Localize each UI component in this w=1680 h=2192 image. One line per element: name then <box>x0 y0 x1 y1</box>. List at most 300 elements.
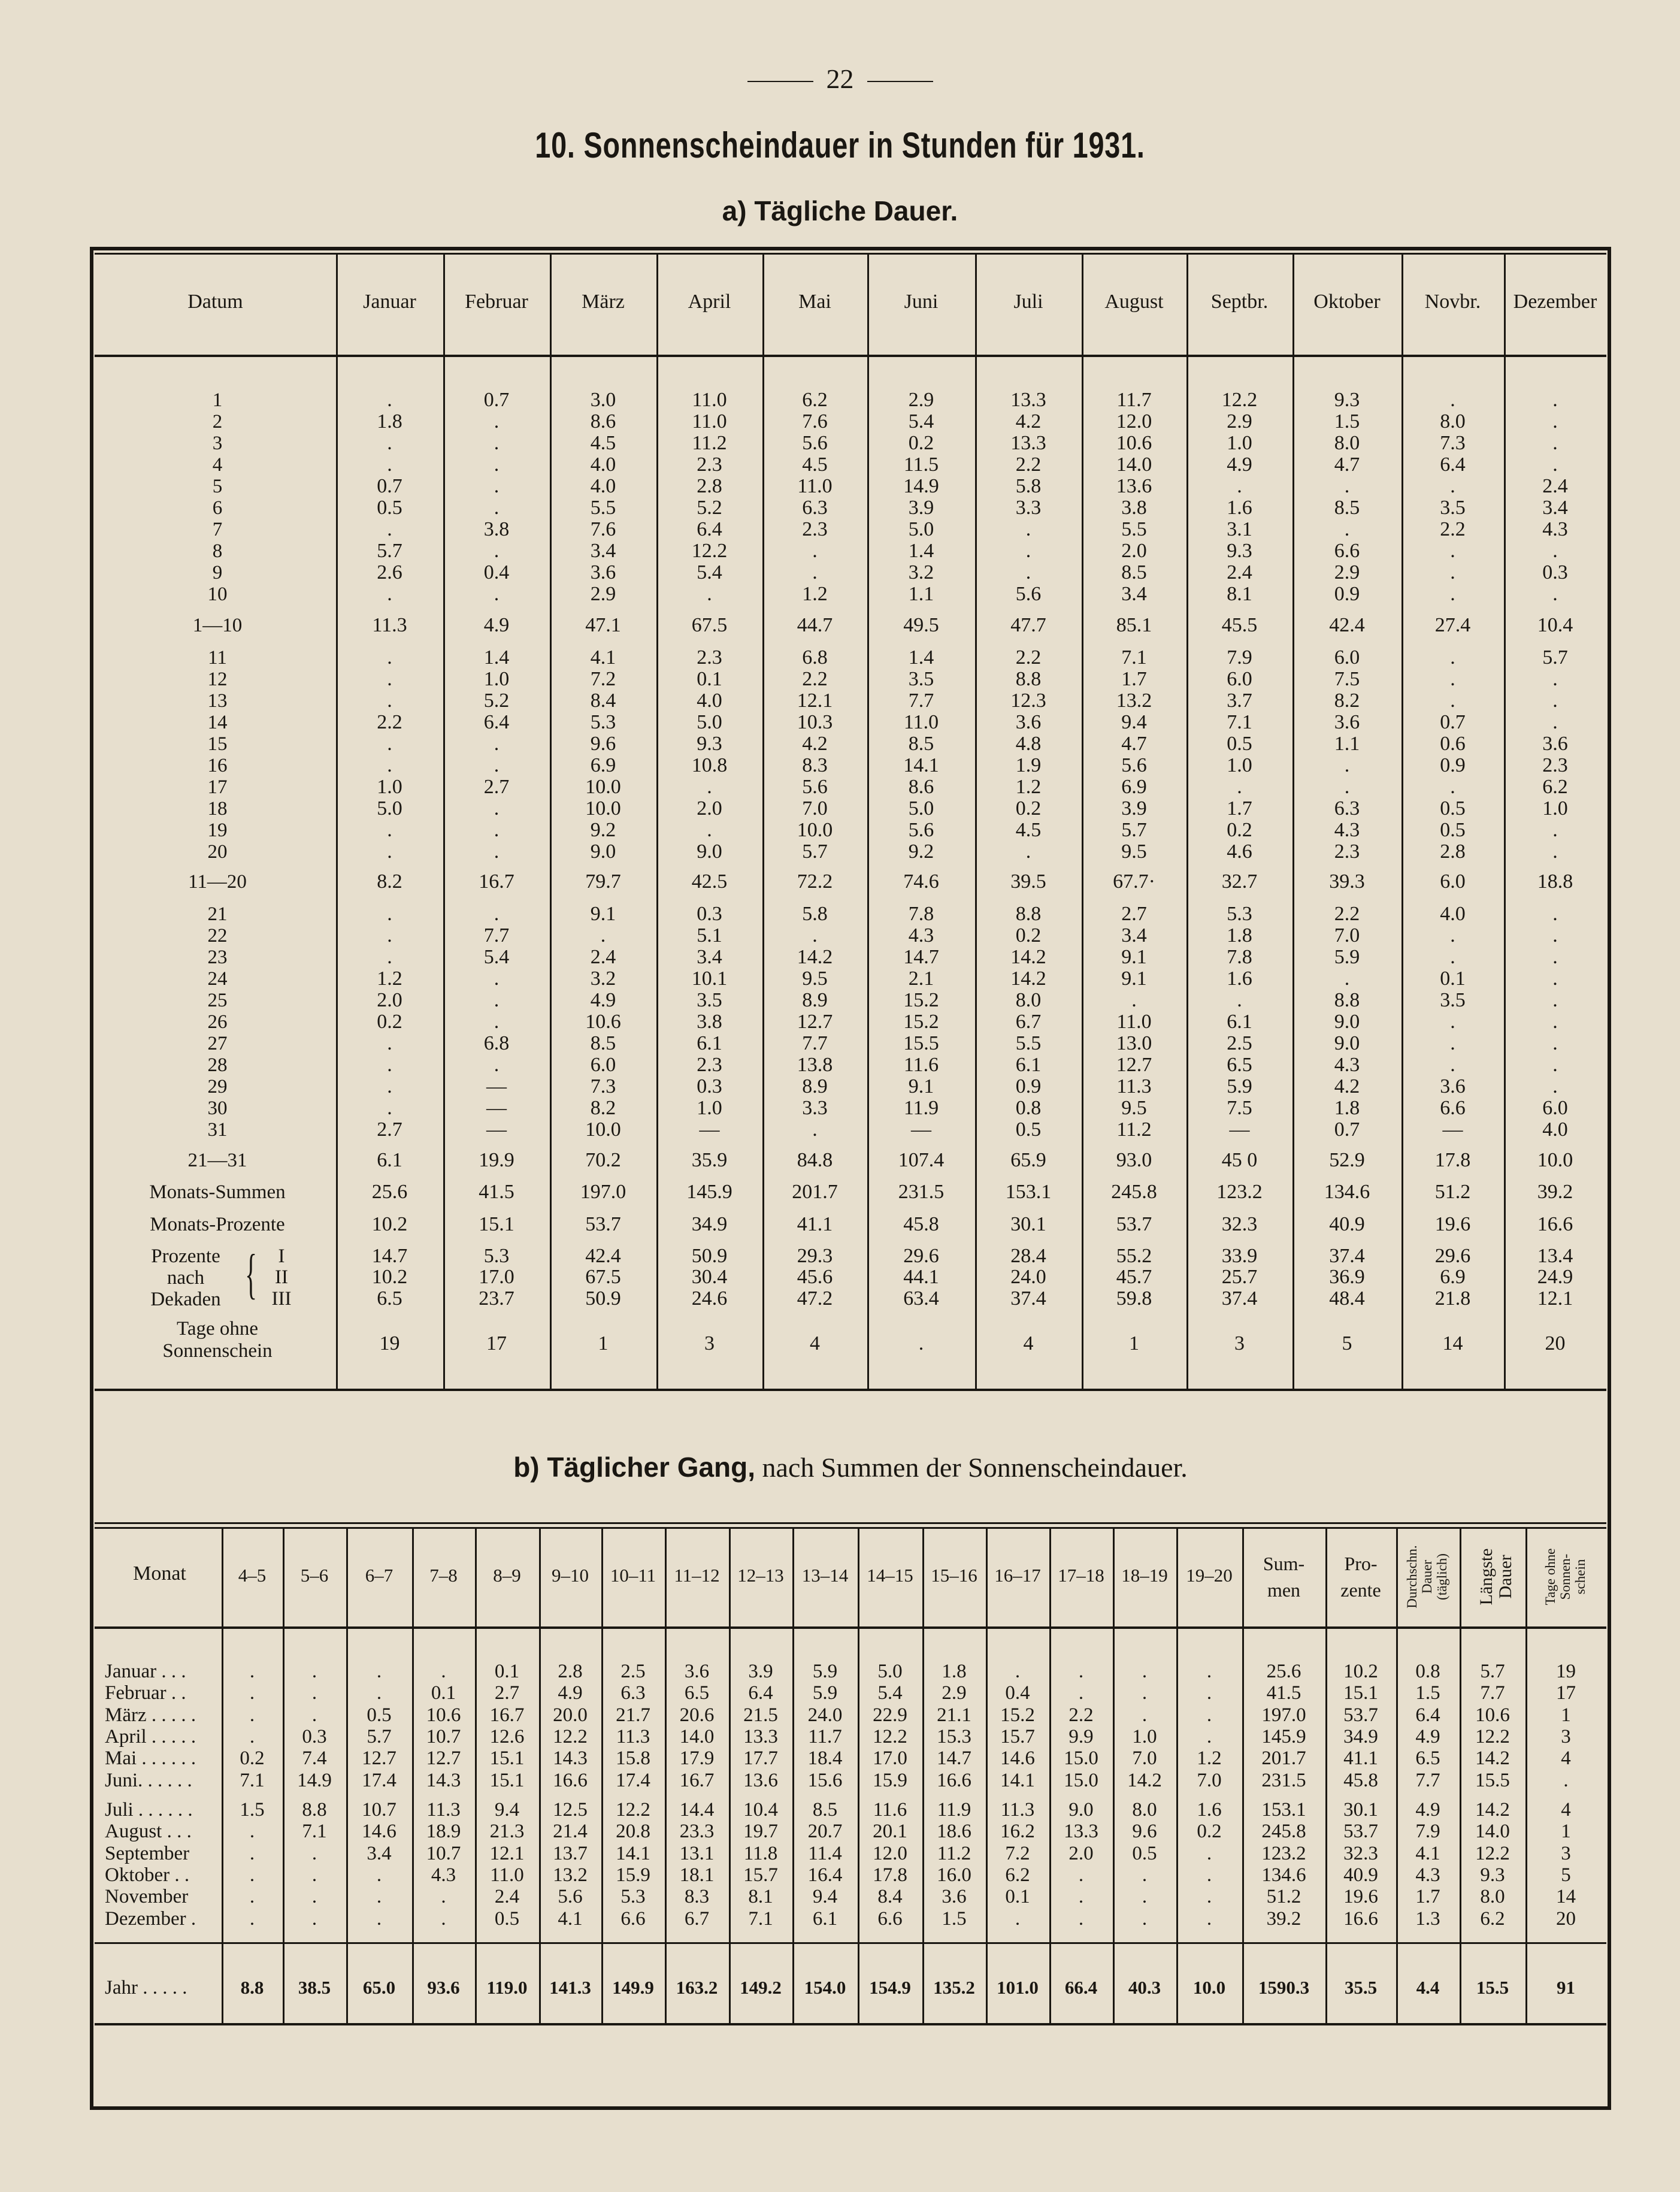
table-cell: . <box>1344 518 1350 540</box>
table-cell: 0.7 <box>483 389 510 411</box>
table-cell: 7.2 <box>1005 1842 1030 1864</box>
row-label: 2 <box>212 411 223 433</box>
column-rule <box>762 255 764 1389</box>
table-cell: 42.4 <box>585 1245 621 1267</box>
table-cell: 8.5 <box>1121 561 1147 583</box>
table-cell: 9.9 <box>1068 1725 1094 1747</box>
table-cell: 74.6 <box>903 870 939 893</box>
table-cell: 30.1 <box>1343 1799 1378 1821</box>
table-cell: 17.9 <box>679 1747 715 1770</box>
column-rule <box>867 255 869 1389</box>
table-cell: . <box>1078 1864 1084 1886</box>
table-cell: 1.5 <box>1334 410 1360 433</box>
table-cell: 14 <box>1442 1332 1463 1354</box>
table-cell: . <box>1450 583 1455 605</box>
table-cell: 2.9 <box>908 389 934 411</box>
table-cell: 6.4 <box>697 518 722 540</box>
table-cell: 7.7 <box>1480 1682 1505 1704</box>
table-cell: 2.2 <box>802 668 828 690</box>
table-cell: 0.9 <box>1440 754 1466 776</box>
table-cell: 4.1 <box>558 1907 583 1930</box>
table-cell: 5.8 <box>802 903 828 925</box>
table-cell: 14.2 <box>1127 1769 1162 1791</box>
table-cell: 0.3 <box>697 903 722 925</box>
table-cell: 2.8 <box>697 475 722 497</box>
table-cell: . <box>1206 1886 1212 1908</box>
table-cell: 20.0 <box>553 1704 588 1726</box>
table-cell: 8.9 <box>802 1075 828 1097</box>
table-cell: 8.3 <box>802 754 828 776</box>
table-cell: 0.2 <box>1227 819 1252 841</box>
table-cell: 4.9 <box>483 614 510 636</box>
table-cell: . <box>1552 690 1558 712</box>
table-cell: 15.9 <box>873 1769 907 1791</box>
table-cell: . <box>1015 1661 1021 1682</box>
table-cell: 4.3 <box>1334 819 1360 841</box>
table-cell: 2.1 <box>908 967 934 990</box>
table-cell: . <box>1552 583 1558 605</box>
table-cell: 9.2 <box>590 819 616 841</box>
table-cell: 5.6 <box>1121 754 1147 776</box>
table-cell: 2.3 <box>802 518 828 540</box>
table-cell: 12.2 <box>553 1725 588 1747</box>
table-cell: 2.0 <box>1121 540 1147 562</box>
table-cell: — <box>699 1118 720 1141</box>
row-label-month: Juli . . . . . . <box>105 1799 193 1821</box>
table-cell: 35.9 <box>691 1149 728 1171</box>
table-cell: 41.5 <box>479 1181 514 1203</box>
table-cell: 37.4 <box>1010 1287 1046 1310</box>
table-cell: . <box>1344 776 1350 798</box>
table-cell: . <box>1078 1907 1084 1930</box>
table-cell: 1.6 <box>1197 1799 1222 1821</box>
table-cell: 10.0 <box>585 776 621 798</box>
table-cell: 2.0 <box>697 797 722 820</box>
table-cell: 0.6 <box>1440 733 1466 755</box>
table-cell: . <box>387 453 392 476</box>
row-label: 14 <box>207 712 228 733</box>
table-cell: 2.5 <box>1227 1032 1252 1054</box>
table-cell: 14.2 <box>1010 946 1046 968</box>
table-cell: 9.4 <box>812 1886 838 1908</box>
table-cell: 0.2 <box>1015 924 1042 947</box>
table-cell: 52.9 <box>1329 1149 1365 1171</box>
table-cell: . <box>1142 1907 1148 1930</box>
table-cell-year: 154.0 <box>804 1977 846 1998</box>
table-cell: 0.3 <box>697 1075 722 1097</box>
row-label-year: Jahr . . . . . <box>105 1977 187 1999</box>
table-cell: 13.4 <box>1537 1245 1573 1267</box>
table-cell: . <box>376 1886 382 1908</box>
table-cell: 1.5 <box>1415 1682 1440 1704</box>
table-cell: 14.1 <box>1000 1769 1035 1791</box>
table-cell: 37.4 <box>1221 1287 1258 1310</box>
table-cell: 11.6 <box>903 1054 939 1076</box>
table-cell: . <box>494 453 500 476</box>
table-cell: 63.4 <box>903 1287 939 1310</box>
table-cell: 2.7 <box>494 1682 520 1704</box>
table-cell: 7.6 <box>590 518 616 540</box>
column-header-hour: 13–14 <box>801 1565 849 1586</box>
table-cell: 14.6 <box>362 1821 396 1843</box>
table-cell: 67.5 <box>691 614 728 636</box>
table-cell: . <box>1552 389 1558 411</box>
table-cell: 47.7 <box>1010 614 1046 636</box>
table-cell: 3.9 <box>1121 797 1147 820</box>
row-rule <box>95 1942 1606 1944</box>
column-rule <box>1292 255 1294 1389</box>
table-cell: . <box>494 733 500 755</box>
table-cell: 1.9 <box>1015 754 1042 776</box>
table-cell: 10.4 <box>1537 614 1573 636</box>
table-cell: 3.7 <box>1227 690 1252 712</box>
table-cell: 4.0 <box>1440 903 1466 925</box>
table-cell: 5.0 <box>697 711 722 733</box>
table-cell: 2.8 <box>1440 840 1466 863</box>
column-header-hour: 18–19 <box>1121 1565 1168 1586</box>
table-cell: — <box>486 1118 507 1141</box>
column-header-rotated-line: schein <box>1572 1559 1588 1595</box>
table-cell: 17.0 <box>479 1266 514 1288</box>
table-cell: 5.2 <box>483 690 510 712</box>
table-cell: 85.1 <box>1116 614 1152 636</box>
table-cell: 6.3 <box>620 1682 646 1704</box>
column-rule <box>975 255 977 1389</box>
table-cell: 2.9 <box>942 1682 967 1704</box>
column-header-hour: 9–10 <box>552 1565 589 1586</box>
table-cell: 12.1 <box>1537 1287 1573 1310</box>
table-cell: . <box>1552 903 1558 925</box>
table-cell: 51.2 <box>1434 1181 1471 1203</box>
column-header-prozente: Pro- <box>1344 1553 1378 1574</box>
table-cell: 2.7 <box>483 776 510 798</box>
table-cell: 1.7 <box>1227 797 1252 820</box>
table-cell: 15.0 <box>1064 1769 1098 1791</box>
table-cell: 9.3 <box>1227 540 1252 562</box>
table-cell: 9.5 <box>802 967 828 990</box>
table-cell: . <box>249 1864 255 1886</box>
table-cell: 13.2 <box>553 1864 588 1886</box>
column-header-hour: 10–11 <box>610 1565 656 1586</box>
table-cell: . <box>1344 967 1350 990</box>
table-cell: 5.7 <box>1121 819 1147 841</box>
table-cell: 6.4 <box>483 711 510 733</box>
table-cell: 10.0 <box>1537 1149 1573 1171</box>
table-cell: 11.0 <box>1116 1011 1152 1033</box>
table-cell: 5.3 <box>1227 903 1252 925</box>
table-cell: 0.2 <box>1197 1821 1222 1843</box>
row-label: 16 <box>207 755 228 776</box>
table-cell: 17 <box>1556 1682 1576 1704</box>
table-cell: . <box>311 1886 317 1908</box>
table-cell: 5.9 <box>812 1682 838 1704</box>
table-cell: 5.7 <box>377 540 402 562</box>
table-cell: 10.6 <box>1475 1704 1510 1726</box>
table-cell: 3.8 <box>483 518 510 540</box>
table-cell: — <box>911 1118 931 1141</box>
table-cell: . <box>812 1118 818 1141</box>
table-cell: 9.1 <box>908 1075 934 1097</box>
table-cell: . <box>1552 410 1558 433</box>
table-cell: 14.7 <box>937 1747 971 1770</box>
column-header-hour: 6–7 <box>365 1565 393 1586</box>
table-cell: 12.2 <box>1221 389 1258 411</box>
table-cell: 12.2 <box>1475 1725 1510 1747</box>
table-cell: — <box>1442 1118 1463 1141</box>
table-cell: 1.3 <box>1415 1907 1440 1930</box>
table-cell: 13.3 <box>1064 1821 1098 1843</box>
table-cell: 5.2 <box>697 497 722 519</box>
table-cell: 0.1 <box>431 1682 456 1704</box>
table-cell: 12.2 <box>1475 1842 1510 1864</box>
table-cell: 7.7 <box>1415 1769 1440 1791</box>
table-cell: 3.6 <box>1542 733 1568 755</box>
table-cell: 5.9 <box>812 1661 838 1682</box>
table-cell: . <box>1552 989 1558 1011</box>
row-label: 12 <box>207 669 228 690</box>
table-cell: . <box>387 1075 392 1097</box>
table-cell: . <box>1142 1661 1148 1682</box>
table-cell: 12.7 <box>1116 1054 1152 1076</box>
table-cell: 12.7 <box>426 1747 461 1770</box>
table-cell: . <box>494 819 500 841</box>
table-cell: 4 <box>810 1332 820 1354</box>
table-cell: 1.7 <box>1121 668 1147 690</box>
table-cell-year: 119.0 <box>486 1977 528 1998</box>
table-cell: 1.8 <box>377 410 402 433</box>
table-cell: 9.3 <box>1334 389 1360 411</box>
table-cell: 15.1 <box>489 1769 525 1791</box>
table-cell: 16.7 <box>489 1704 525 1726</box>
table-cell: 16.0 <box>937 1864 971 1886</box>
table-cell: . <box>1078 1661 1084 1682</box>
row-label-month: Januar . . . <box>105 1661 186 1682</box>
table-cell: 7.4 <box>302 1747 327 1770</box>
table-cell: 1.7 <box>1415 1886 1440 1908</box>
column-header-hour: 12–13 <box>737 1565 784 1586</box>
table-cell: 8.5 <box>812 1799 838 1821</box>
table-cell: 1.8 <box>942 1661 967 1682</box>
table-cell: 45.8 <box>1343 1769 1378 1791</box>
table-cell: 5.5 <box>1015 1032 1042 1054</box>
column-header-prozente: zente <box>1340 1579 1381 1601</box>
row-label: 15 <box>207 733 228 755</box>
table-cell: . <box>1025 561 1031 583</box>
section-b-title: b) Täglicher Gang, nach Summen der Sonnenscheindauer. <box>513 1452 1188 1483</box>
table-cell: 9.2 <box>908 840 934 863</box>
table-cell: 10.8 <box>691 754 728 776</box>
table-cell: . <box>707 776 712 798</box>
table-cell: 16.6 <box>1343 1907 1378 1930</box>
table-cell: 5.0 <box>377 797 402 820</box>
table-cell: 45 0 <box>1221 1149 1258 1171</box>
table-cell: 1.0 <box>1132 1725 1157 1747</box>
table-cell: 5.8 <box>1015 475 1042 497</box>
table-cell: 3 <box>1234 1332 1245 1354</box>
table-cell: . <box>1025 540 1031 562</box>
table-cell: 123.2 <box>1216 1181 1263 1203</box>
table-cell: 13.0 <box>1116 1032 1152 1054</box>
row-label: 4 <box>212 454 223 476</box>
column-header-datum: Datum <box>187 291 243 313</box>
table-cell: 9.0 <box>1068 1799 1094 1821</box>
table-cell: 44.7 <box>797 614 833 636</box>
table-cell: . <box>1344 754 1350 776</box>
table-cell: . <box>494 903 500 925</box>
table-cell: 8.2 <box>1334 690 1360 712</box>
table-cell: 145.9 <box>686 1181 732 1203</box>
table-cell: 2.3 <box>697 646 722 669</box>
table-cell: 3.2 <box>908 561 934 583</box>
table-cell: 9.1 <box>1121 946 1147 968</box>
table-cell: 19.6 <box>1434 1213 1471 1235</box>
table-cell: . <box>311 1907 317 1930</box>
table-cell: 7.7 <box>483 924 510 947</box>
table-cell: 2.9 <box>590 583 616 605</box>
table-cell: . <box>600 924 606 947</box>
table-cell: 10.3 <box>797 711 833 733</box>
table-cell: 29.6 <box>903 1245 939 1267</box>
table-cell: . <box>494 797 500 820</box>
table-cell: 7.7 <box>802 1032 828 1054</box>
table-cell: . <box>1552 840 1558 863</box>
table-cell: 2.4 <box>1227 561 1252 583</box>
row-label: 21 <box>207 903 228 925</box>
table-cell: 20 <box>1556 1907 1576 1930</box>
column-header-month: April <box>688 291 731 313</box>
table-cell: 9.0 <box>697 840 722 863</box>
table-cell: 6.1 <box>1227 1011 1252 1033</box>
table-cell: 11.0 <box>903 711 939 733</box>
table-cell: 5.4 <box>483 946 510 968</box>
table-cell: . <box>249 1907 255 1930</box>
table-cell: 6.1 <box>812 1907 838 1930</box>
table-cell: 2.2 <box>1015 453 1042 476</box>
column-header-rotated-line: (täglich) <box>1434 1553 1449 1600</box>
table-cell: 0.5 <box>1015 1118 1042 1141</box>
table-cell: 10.0 <box>585 1118 621 1141</box>
column-header-hour: 11–12 <box>674 1565 720 1586</box>
table-cell: 39.2 <box>1266 1907 1301 1930</box>
table-cell: 5.3 <box>483 1245 510 1267</box>
table-cell: . <box>311 1682 317 1704</box>
table-cell: . <box>387 432 392 454</box>
table-cell: 14.2 <box>1475 1799 1510 1821</box>
table-cell: 17.0 <box>873 1747 907 1770</box>
table-cell: 11.9 <box>903 1097 939 1119</box>
table-cell: 28.4 <box>1010 1245 1046 1267</box>
table-cell-year: 101.0 <box>997 1977 1039 1998</box>
table-cell: 11.8 <box>743 1842 778 1864</box>
table-cell: 6.4 <box>748 1682 773 1704</box>
table-cell: 2.9 <box>1227 410 1252 433</box>
table-cell: 79.7 <box>585 870 621 893</box>
row-label: 23 <box>207 947 228 968</box>
column-header-month: Septbr. <box>1210 291 1269 313</box>
table-cell: . <box>1078 1886 1084 1908</box>
row-label: 26 <box>207 1011 228 1033</box>
table-cell: 4.7 <box>1334 453 1360 476</box>
row-label: 13 <box>207 690 228 712</box>
row-label: 27 <box>207 1033 228 1054</box>
table-cell: 14.6 <box>1000 1747 1035 1770</box>
table-cell: . <box>387 1054 392 1076</box>
column-header-rotated <box>1476 1532 1515 1622</box>
table-cell: 1.8 <box>1227 924 1252 947</box>
table-cell: — <box>486 1075 507 1097</box>
table-cell: 36.9 <box>1329 1266 1365 1288</box>
table-cell: 8.5 <box>590 1032 616 1054</box>
table-cell: 123.2 <box>1261 1842 1306 1864</box>
table-cell: 2.3 <box>1542 754 1568 776</box>
table-cell: . <box>387 924 392 947</box>
column-rule <box>1504 255 1506 1389</box>
column-rule <box>1082 255 1083 1389</box>
table-cell: 16.2 <box>1000 1821 1035 1843</box>
table-cell: 25.6 <box>1266 1661 1301 1682</box>
table-cell: . <box>387 646 392 669</box>
table-cell: 29.3 <box>797 1245 833 1267</box>
table-cell: 2.2 <box>1015 646 1042 669</box>
column-header-hour: 15–16 <box>931 1565 977 1586</box>
column-rule <box>1186 255 1188 1389</box>
table-cell: 14.2 <box>1475 1747 1510 1770</box>
table-cell: 53.7 <box>1343 1821 1378 1843</box>
table-cell: 42.5 <box>691 870 728 893</box>
table-cell: 10.7 <box>362 1799 396 1821</box>
table-cell: 17.8 <box>873 1864 907 1886</box>
table-cell: 7.1 <box>1121 646 1147 669</box>
table-cell: 5.0 <box>908 518 934 540</box>
table-cell: 1.5 <box>942 1907 967 1930</box>
table-cell: 6.5 <box>377 1287 402 1310</box>
table-cell: 1.0 <box>1542 797 1568 820</box>
table-cell: . <box>249 1725 255 1747</box>
table-cell: 6.2 <box>802 389 828 411</box>
row-label: Monats-Summen <box>149 1181 286 1203</box>
table-cell: 16.6 <box>553 1769 588 1791</box>
table-cell: 0.4 <box>1005 1682 1030 1704</box>
table-cell: . <box>1025 840 1031 863</box>
table-cell-year: 135.2 <box>933 1977 975 1998</box>
table-cell: 12.1 <box>797 690 833 712</box>
table-cell: 6.7 <box>684 1907 710 1930</box>
table-cell: 4.8 <box>1015 733 1042 755</box>
table-cell: . <box>249 1842 255 1864</box>
table-cell: . <box>441 1907 446 1930</box>
table-cell: 6.8 <box>483 1032 510 1054</box>
table-cell: 3.4 <box>1542 497 1568 519</box>
table-cell: 5.7 <box>367 1725 392 1747</box>
table-cell: 8.0 <box>1334 432 1360 454</box>
table-cell: 4 <box>1561 1799 1571 1821</box>
table-cell: . <box>311 1661 317 1682</box>
table-cell: 45.5 <box>1221 614 1258 636</box>
column-header-hour: 19–20 <box>1186 1565 1233 1586</box>
table-cell: 6.6 <box>877 1907 903 1930</box>
table-cell: . <box>311 1842 317 1864</box>
table-cell: 18.6 <box>937 1821 971 1843</box>
table-cell: 6.3 <box>802 497 828 519</box>
table-cell: . <box>1206 1864 1212 1886</box>
table-cell: 42.4 <box>1329 614 1365 636</box>
table-cell: 4.2 <box>1015 410 1042 433</box>
table-cell: . <box>1552 668 1558 690</box>
row-label: 25 <box>207 990 228 1011</box>
table-cell: . <box>1552 946 1558 968</box>
table-cell: 16.7 <box>679 1769 715 1791</box>
table-cell: 10.7 <box>426 1842 461 1864</box>
